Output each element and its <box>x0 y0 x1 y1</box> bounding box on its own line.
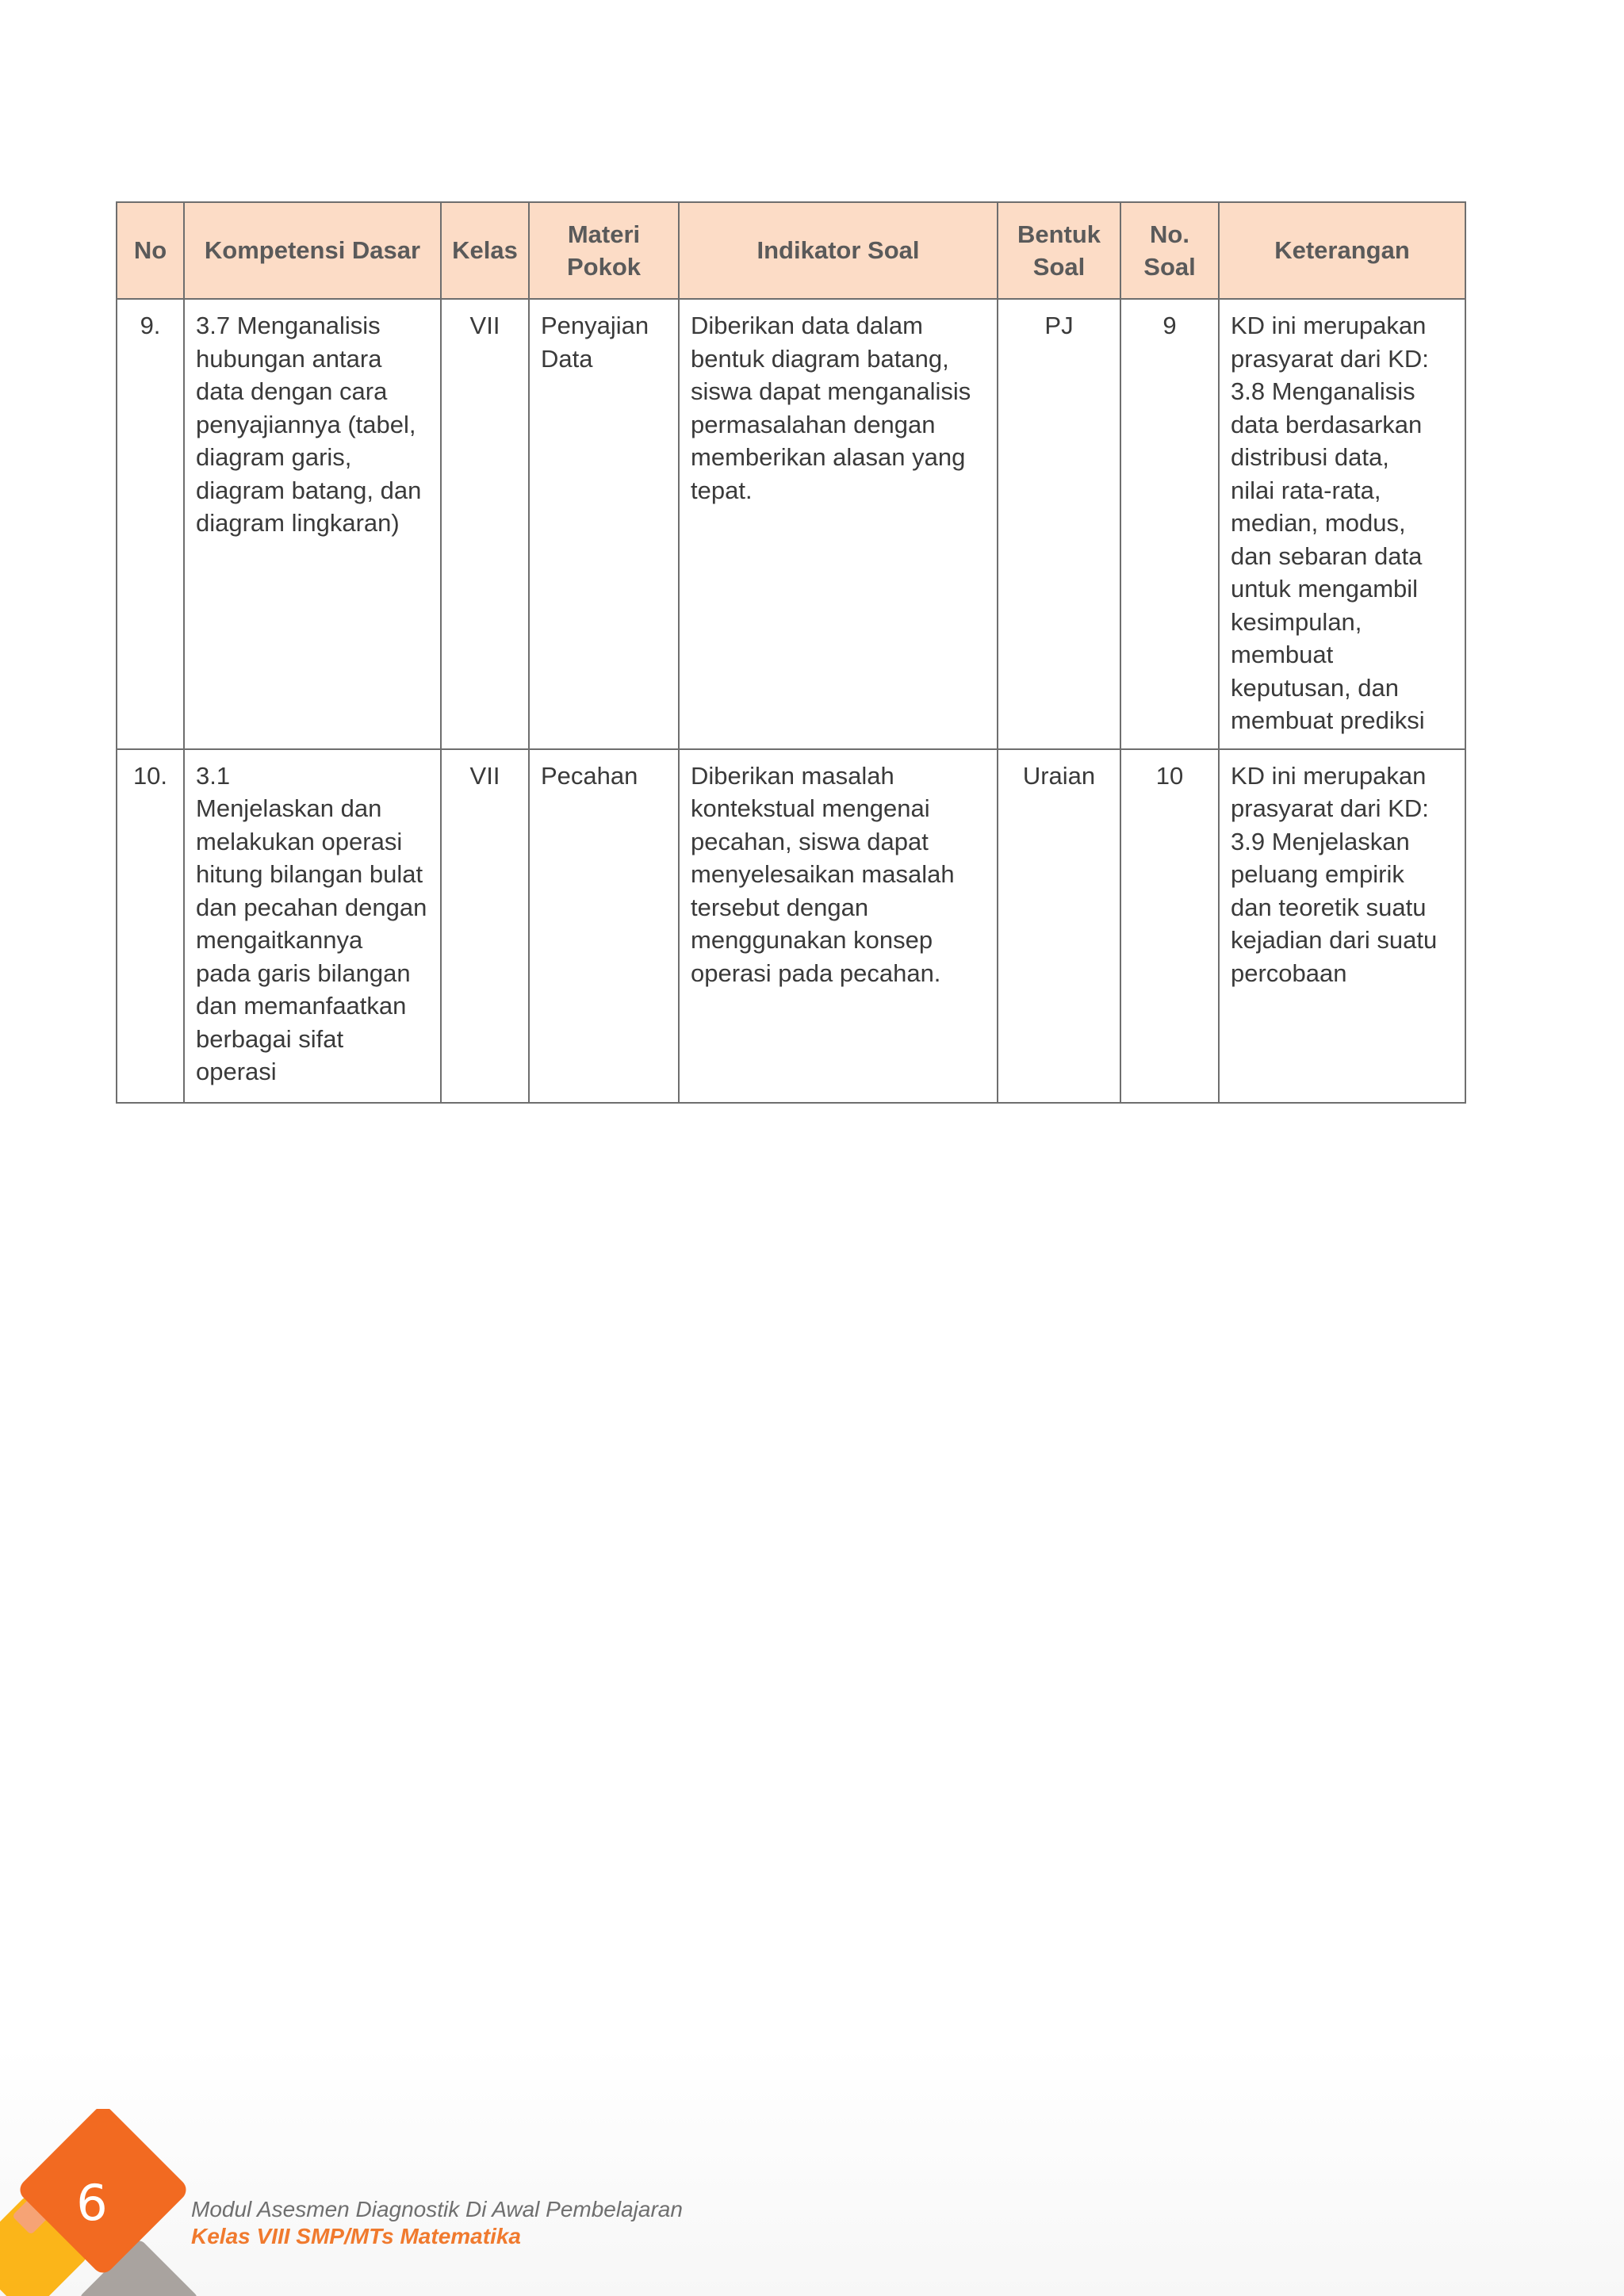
cell-bentuk: PJ <box>998 299 1120 749</box>
text-line: 3.1 <box>196 761 231 790</box>
text-line: median, modus, <box>1231 509 1406 537</box>
text-line: berbagai sifat <box>196 1024 344 1053</box>
header-kompetensi: Kompetensi Dasar <box>184 202 441 299</box>
text-line: peluang empirik <box>1231 860 1404 888</box>
table-row <box>117 749 1465 1103</box>
cell-no: 10. <box>117 749 184 1103</box>
text-line: Data <box>541 344 593 373</box>
text-line: kontekstual mengenai <box>691 794 930 822</box>
cell-no-soal: 10 <box>1120 749 1219 1103</box>
text-line: menggunakan konsep <box>691 926 933 954</box>
text-line: penyajiannya (tabel, <box>196 410 416 438</box>
text-line: tepat. <box>691 476 753 504</box>
table-row <box>117 299 1465 749</box>
header-materi: Materi Pokok <box>529 202 679 299</box>
text-line: diagram lingkaran) <box>196 509 400 537</box>
cell-kompetensi <box>184 299 441 749</box>
text-line: Pecahan <box>541 761 638 790</box>
text-line: dan pecahan dengan <box>196 893 427 921</box>
cell-keterangan <box>1219 749 1465 1103</box>
text-line: 3.9 Menjelaskan <box>1231 827 1410 855</box>
cell-bentuk: Uraian <box>998 749 1120 1103</box>
text-line: nilai rata-rata, <box>1231 476 1381 504</box>
text-line: diagram batang, dan <box>196 476 422 504</box>
text-line: memberikan alasan yang <box>691 443 966 471</box>
page-bottom-tint <box>0 2045 1624 2296</box>
text-line: keputusan, dan <box>1231 673 1400 702</box>
text-line: dan teoretik suatu <box>1231 893 1427 921</box>
text-line: kejadian dari suatu <box>1231 926 1438 954</box>
header-bentuk: Bentuk Soal <box>998 202 1120 299</box>
kd-table <box>116 201 1466 1104</box>
text-line: operasi <box>196 1058 277 1085</box>
text-line: menyelesaikan masalah <box>691 860 955 888</box>
text-line: KD ini merupakan <box>1231 761 1427 790</box>
text-line: Diberikan data dalam <box>691 312 923 339</box>
text-line: Diberikan masalah <box>691 761 894 790</box>
text-line: pecahan, siswa dapat <box>691 827 929 855</box>
text-line: data berdasarkan <box>1231 410 1423 438</box>
cell-materi <box>529 299 679 749</box>
cell-no-soal: 9 <box>1120 299 1219 749</box>
header-no-soal: No. Soal <box>1120 202 1219 299</box>
cell-kompetensi <box>184 749 441 1103</box>
text-line: Menjelaskan dan <box>196 794 382 822</box>
text-line: membuat prediksi <box>1231 706 1425 734</box>
text-line: percobaan <box>1231 959 1347 987</box>
text-line: membuat <box>1231 641 1334 668</box>
text-line: dan sebaran data <box>1231 541 1423 570</box>
text-line: 3.7 Menganalisis <box>196 312 381 339</box>
text-line: pada garis bilangan <box>196 959 411 987</box>
text-line: prasyarat dari KD: <box>1231 344 1429 373</box>
text-line: operasi pada pecahan. <box>691 959 941 987</box>
header-kelas: Kelas <box>441 202 529 299</box>
text-line: hitung bilangan bulat <box>196 860 423 888</box>
page-number: 6 <box>76 2174 108 2232</box>
header-indikator: Indikator Soal <box>679 202 998 299</box>
text-line: melakukan operasi <box>196 827 403 855</box>
header-keterangan: Keterangan <box>1219 202 1465 299</box>
text-line: 3.8 Menganalisis <box>1231 377 1415 405</box>
text-line: kesimpulan, <box>1231 607 1362 636</box>
cell-kelas: VII <box>441 299 529 749</box>
text-line: distribusi data, <box>1231 443 1389 471</box>
cell-indikator <box>679 749 998 1103</box>
cell-indikator <box>679 299 998 749</box>
text-line: bentuk diagram batang, <box>691 344 949 373</box>
text-line: untuk mengambil <box>1231 575 1419 603</box>
footer-class-subject: Kelas VIII SMP/MTs Matematika <box>191 2224 521 2248</box>
footer <box>191 2196 683 2250</box>
text-line: mengaitkannya <box>196 926 363 954</box>
text-line: siswa dapat menganalisis <box>691 377 971 405</box>
text-line: data dengan cara <box>196 377 388 405</box>
text-line: KD ini merupakan <box>1231 312 1427 339</box>
cell-no: 9. <box>117 299 184 749</box>
text-line: hubungan antara <box>196 344 382 373</box>
text-line: tersebut dengan <box>691 893 869 921</box>
cell-materi <box>529 749 679 1103</box>
table-header-row <box>117 202 1465 299</box>
text-line: permasalahan dengan <box>691 410 936 438</box>
text-line: diagram garis, <box>196 443 352 471</box>
cell-keterangan <box>1219 299 1465 749</box>
text-line: prasyarat dari KD: <box>1231 794 1429 822</box>
footer-module-title: Modul Asesmen Diagnostik Di Awal Pembelajaran <box>191 2197 683 2221</box>
text-line: dan memanfaatkan <box>196 992 407 1020</box>
header-no: No <box>117 202 184 299</box>
cell-kelas: VII <box>441 749 529 1103</box>
text-line: Penyajian <box>541 312 649 339</box>
